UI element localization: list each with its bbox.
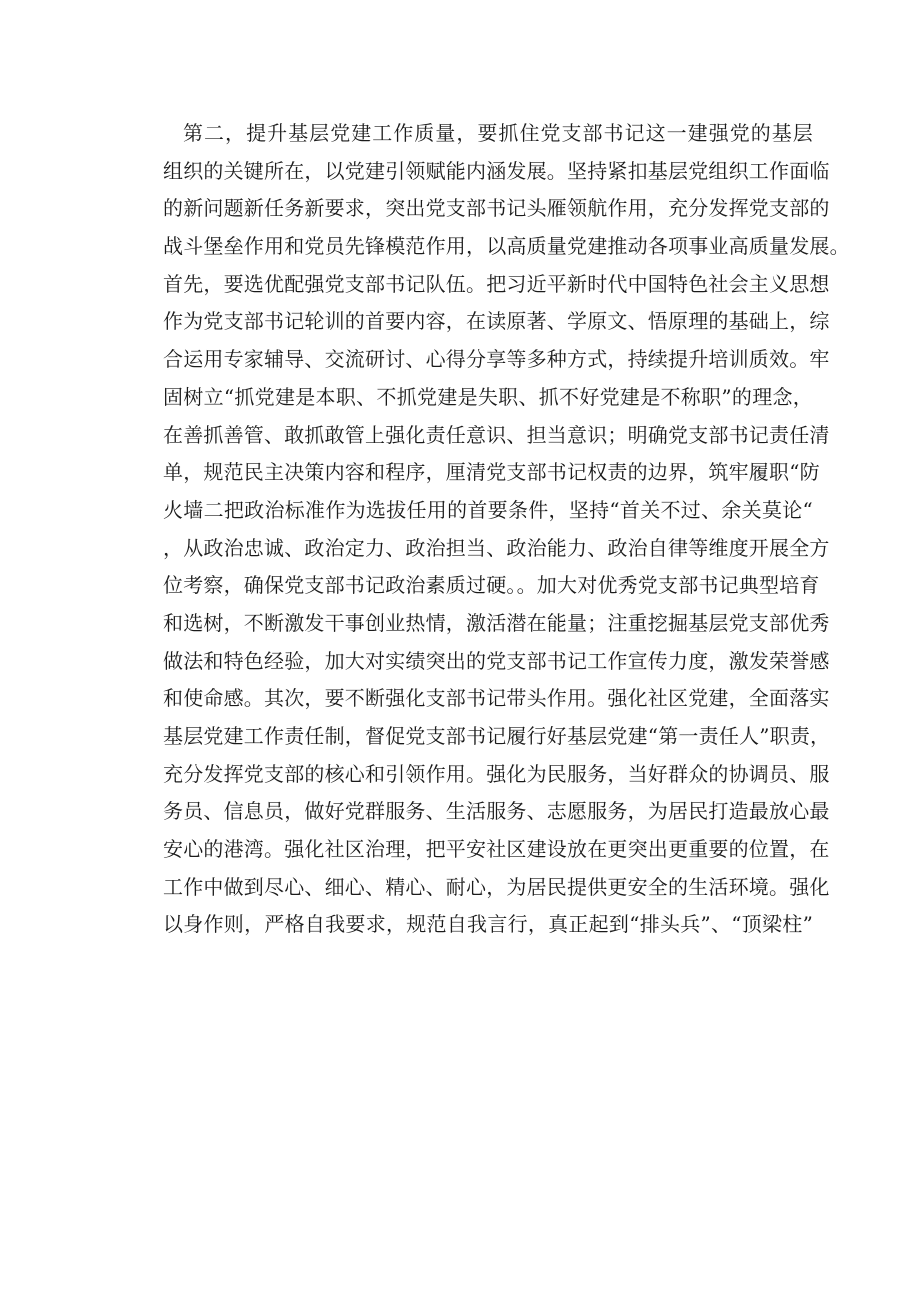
paragraph-line: 的新问题新任务新要求，突出党支部书记头雁领航作用，充分发挥党支部的 [163, 196, 830, 221]
paragraph-line: 基层党建工作责任制，督促党支部书记履行好基层党建“第一责任人”职责， [163, 724, 831, 748]
paragraph-line: 固树立“抓党建是本职、不抓党建是失职、抓不好党建是不称职”的理念， [163, 384, 813, 409]
paragraph-line: 单，规范民主决策内容和程序，厘清党支部书记权责的边界，筑牢履职“防 [163, 460, 820, 485]
paragraph-line: 作为党支部书记轮训的首要内容，在读原著、学原文、悟原理的基础上，综 [163, 309, 830, 334]
paragraph-line: 务员、信息员，做好党群服务、生活服务、志愿服务，为居民打造最放心最 [163, 799, 830, 824]
paragraph-line: 合运用专家辅导、交流研讨、心得分享等多种方式，持续提升培训质效。牢 [163, 347, 830, 372]
paragraph-line: 首先，要选优配强党支部书记队伍。把习近平新时代中国特色社会主义思想 [163, 271, 830, 296]
body-paragraph [163, 115, 850, 944]
paragraph-line: 第二，提升基层党建工作质量，要抓住党支部书记这一建强党的基层 [183, 121, 813, 145]
paragraph-line: 和使命感。其次，要不断强化支部书记带头作用。强化社区党建，全面落实 [163, 686, 830, 711]
paragraph-line: ，从政治忠诚、政治定力、政治担当、政治能力、政治自律等维度开展全方 [163, 535, 830, 560]
paragraph-line: 火墙二把政治标准作为选拔任用的首要条件，坚持“首关不过、余关莫论“ [163, 497, 813, 522]
paragraph-line: 安心的港湾。强化社区治理，把平安社区建设放在更突出更重要的位置，在 [163, 837, 830, 862]
paragraph-line: 做法和特色经验，加大对实绩突出的党支部书记工作宣传力度，激发荣誉感 [163, 648, 830, 673]
paragraph-line: 充分发挥党支部的核心和引领作用。强化为民服务，当好群众的协调员、服 [163, 761, 830, 786]
paragraph-line: 工作中做到尽心、细心、精心、耐心，为居民提供更安全的生活环境。强化 [163, 874, 830, 899]
paragraph-line: 位考察，确保党支部书记政治素质过硬。。加大对优秀党支部书记典型培育 [163, 573, 820, 598]
paragraph-line: 和选树，不断激发干事创业热情，激活潜在能量；注重挖掘基层党支部优秀 [163, 610, 830, 635]
paragraph-line: 战斗堡垒作用和党员先锋模范作用，以高质量党建推动各项事业高质量发展。 [163, 234, 850, 259]
paragraph-line: 以身作则，严格自我要求，规范自我言行，真正起到“排头兵”、“顶梁柱” [163, 912, 813, 937]
paragraph-line: 组织的关键所在，以党建引领赋能内涵发展。坚持紧扣基层党组织工作面临 [163, 158, 830, 183]
paragraph-line: 在善抓善管、敢抓敢管上强化责任意识、担当意识；明确党支部书记责任清 [163, 422, 830, 447]
